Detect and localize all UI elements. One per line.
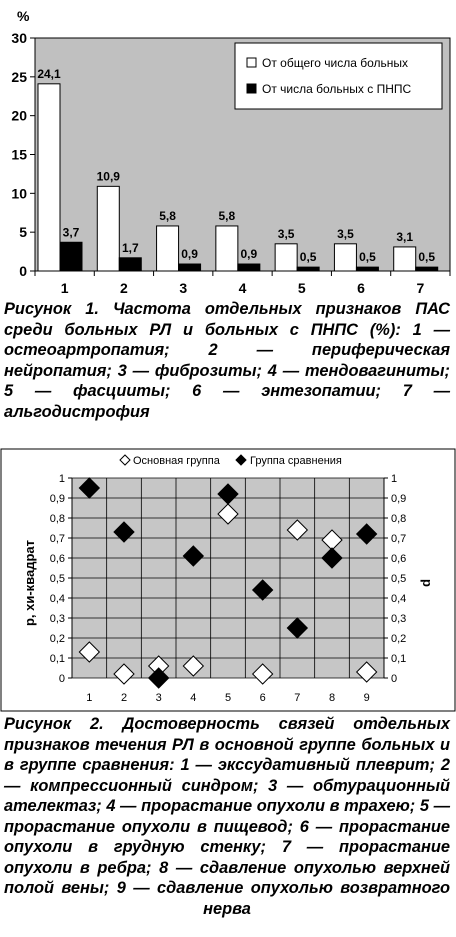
legend-label-1: От общего числа больных — [262, 56, 408, 70]
y-axis-label-right: p — [420, 579, 435, 587]
data-label: 0,5 — [418, 250, 436, 265]
bar-total — [394, 247, 416, 271]
y-tick-label-left: 0 — [58, 673, 65, 685]
y-tick-label: 15 — [11, 146, 27, 163]
legend-label-1: Основная группа — [133, 455, 220, 467]
y-tick-label-right: 0,4 — [391, 593, 407, 605]
data-label: 0,5 — [299, 250, 317, 265]
bar-total — [38, 84, 60, 271]
y-tick-label-left: 0,5 — [49, 573, 65, 585]
x-tick-label: 8 — [328, 692, 336, 704]
y-tick-label-right: 0 — [391, 673, 398, 685]
figure-1-caption-text: Частота отдельных признаков ПАС среди больных РЛ и больных с ПНПС (%): 1 — остеоартропатия; 2 — периферическая нейропатия; 3 — фиброзиты; 4 — тендовагиниты; 5 — фасцииты; 6 — энтезопатии; 7 — альгодистрофия — [4, 300, 450, 421]
y-tick-label-right: 0,9 — [391, 493, 407, 505]
y-tick-label: 20 — [11, 107, 27, 124]
x-tick-label: 6 — [357, 280, 365, 296]
x-tick-label: 4 — [190, 692, 197, 704]
data-label: 5,8 — [218, 208, 236, 223]
figure-1-caption-label: Рисунок 1. — [4, 300, 99, 318]
data-label: 10,9 — [96, 169, 120, 184]
figure-2-caption — [4, 714, 450, 919]
data-label: 3,5 — [277, 226, 295, 241]
x-tick-label: 3 — [155, 692, 162, 704]
bar-total — [157, 226, 179, 271]
y-tick-label: 5 — [19, 224, 27, 241]
bar-total — [334, 244, 356, 271]
y-tick-label-right: 0,8 — [391, 513, 407, 525]
x-tick-label: 4 — [238, 280, 247, 296]
data-label: 3,7 — [62, 225, 80, 240]
y-tick-label-left: 0,3 — [49, 613, 65, 625]
data-label: 0,9 — [240, 247, 258, 262]
x-tick-label: 2 — [120, 692, 128, 704]
legend-label-2: От числа больных с ПНПС — [262, 82, 412, 96]
bar-pnps — [179, 264, 201, 271]
legend — [235, 43, 442, 109]
y-tick-label-left: 1 — [58, 473, 65, 485]
bar-pnps — [356, 267, 378, 271]
data-label: 3,5 — [337, 226, 354, 241]
y-tick-label: 25 — [11, 68, 27, 85]
legend-swatch-black — [247, 84, 256, 93]
y-tick-label-right: 0,5 — [391, 573, 407, 585]
bar-pnps — [238, 264, 260, 271]
bar-total — [216, 226, 238, 271]
y-tick-label-left: 0,9 — [49, 493, 65, 505]
data-label: 0,9 — [181, 247, 198, 262]
data-label: 24,1 — [37, 66, 61, 81]
x-tick-label: 5 — [297, 280, 306, 296]
y-tick-label-left: 0,7 — [49, 533, 65, 545]
figure-2-caption-text: Достоверность связей отдельных признаков течения РЛ в основной группе больных и в группе сравнения: 1 — экссудативный плеврит; 2 — компрессионный синдром; 3 — обтурационный ателектаз; 4 — прорастание опухоли в трахею; 5 — прорастание опухоли в пищевод; 6 — прорастание опухоли в грудную стенку; 7 — прорастание опухоли в ребра; 8 — сдавление опухолью верхней полой вены; 9 — сдавление опухолью возвратного нерва — [4, 715, 450, 918]
x-tick-label: 9 — [363, 692, 370, 704]
bar-chart — [0, 0, 456, 300]
bar-total — [97, 186, 119, 271]
y-tick-label-right: 1 — [391, 473, 398, 485]
y-tick-label-left: 0,6 — [49, 553, 65, 565]
y-tick-label-right: 0,6 — [391, 553, 407, 565]
bar-total — [275, 244, 297, 271]
y-tick-label-right: 0,3 — [391, 613, 407, 625]
x-tick-label: 1 — [86, 692, 93, 704]
y-tick-label-left: 0,1 — [49, 653, 65, 665]
y-tick-label-right: 0,1 — [391, 653, 407, 665]
figure-1-caption — [4, 299, 450, 422]
x-tick-label: 6 — [259, 692, 266, 704]
x-tick-label: 2 — [120, 280, 128, 296]
x-tick-label: 7 — [416, 280, 425, 296]
bar-pnps — [119, 258, 141, 271]
data-label: 3,1 — [396, 229, 414, 244]
y-tick-label: 30 — [11, 30, 27, 46]
y-axis-label: % — [17, 8, 30, 24]
y-tick-label-left: 0,2 — [49, 633, 65, 645]
bar-pnps — [297, 267, 319, 271]
y-tick-label-left: 0,4 — [49, 593, 65, 605]
scatter-chart — [0, 448, 456, 713]
x-tick-label: 7 — [294, 692, 301, 704]
data-label: 0,5 — [359, 250, 376, 265]
data-label: 1,7 — [121, 240, 139, 255]
y-tick-label: 10 — [11, 185, 27, 202]
y-tick-label-right: 0,7 — [391, 533, 407, 545]
y-tick-label-left: 0,8 — [49, 513, 65, 525]
bar-pnps — [416, 267, 438, 271]
y-axis-label-left: p, хи-квадрат — [22, 539, 37, 627]
x-tick-label: 5 — [224, 692, 232, 704]
bar-pnps — [60, 242, 82, 271]
y-tick-label-right: 0,2 — [391, 633, 407, 645]
x-tick-label: 3 — [179, 280, 188, 296]
legend-label-2: Группа сравнения — [250, 455, 342, 467]
x-tick-label: 1 — [60, 280, 69, 296]
y-tick-label: 0 — [19, 263, 27, 279]
figure-2-caption-label: Рисунок 2. — [4, 715, 104, 733]
data-label: 5,8 — [159, 208, 176, 223]
legend-swatch-white — [247, 58, 256, 67]
